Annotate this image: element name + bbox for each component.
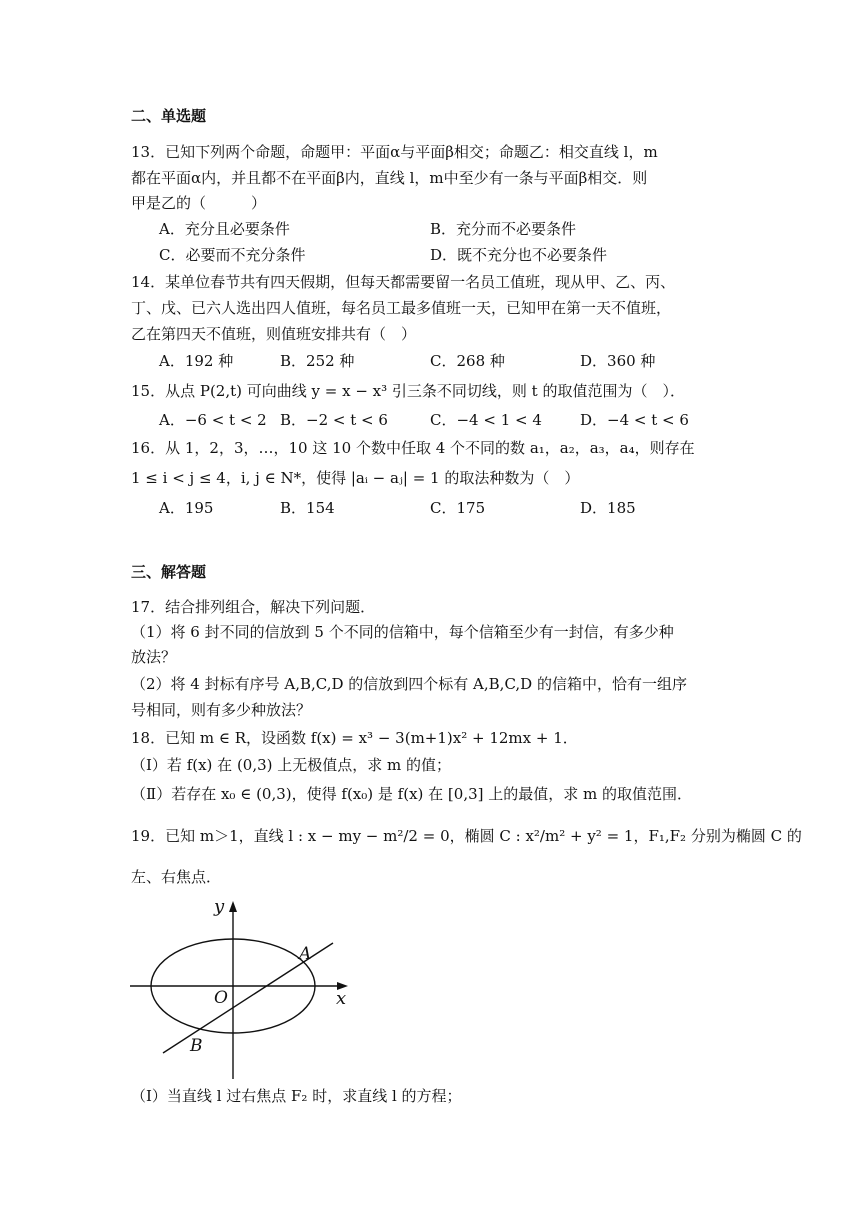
q16-option-a: A．195	[159, 499, 214, 517]
q14-line1: 14．某单位春节共有四天假期，但每天都需要留一名员工值班，现从甲、乙、丙、	[131, 273, 676, 291]
q15-line1: 15．从点 P(2,t) 可向曲线 y = x − x³ 引三条不同切线，则 t 的取值范围为（ ）．	[131, 382, 685, 400]
q18-line3: （Ⅱ）若存在 x₀ ∈ (0,3)，使得 f(x₀) 是 f(x) 在 [0,3] 上的最值，求 m 的取值范围．	[131, 785, 693, 803]
q17-line1: 17．结合排列组合，解决下列问题．	[131, 598, 376, 616]
q14-line2: 丁、戊、已六人选出四人值班，每名员工最多值班一天，已知甲在第一天不值班，	[131, 299, 672, 317]
q13-line3: 甲是乙的（ ）	[131, 194, 267, 212]
q14-option-a: A．192 种	[159, 352, 234, 370]
q18-line2: （Ⅰ）若 f(x) 在 (0,3) 上无极值点，求 m 的值；	[131, 756, 452, 774]
q15-option-c: C．−4 < 1 < 4	[430, 411, 542, 429]
y-axis-arrow	[229, 901, 237, 912]
q14-option-b: B．252 种	[280, 352, 355, 370]
q16-option-b: B．154	[280, 499, 335, 517]
x-axis-label: x	[336, 988, 347, 1009]
q13-option-b: B．充分而不必要条件	[430, 220, 577, 238]
q16-line2: 1 ≤ i < j ≤ 4，i, j ∈ N*，使得 |aᵢ − aⱼ| = 1 的取法种数为（ ）	[131, 469, 580, 487]
q15-option-d: D．−4 < t < 6	[580, 411, 689, 429]
q16-option-c: C．175	[430, 499, 486, 517]
q19-line2: 左、右焦点．	[131, 868, 222, 886]
origin-label: O	[214, 988, 228, 1008]
q13-option-d: D．既不充分也不必要条件	[430, 246, 608, 264]
q19-line3: （Ⅰ）当直线 l 过右焦点 F₂ 时，求直线 l 的方程；	[131, 1087, 462, 1105]
q13-option-a: A．充分且必要条件	[159, 220, 290, 238]
q14-line3: 乙在第四天不值班，则值班安排共有（ ）	[131, 325, 417, 343]
q14-option-c: C．268 种	[430, 352, 505, 370]
y-axis-label: y	[214, 896, 225, 917]
q15-option-b: B．−2 < t < 6	[280, 411, 388, 429]
point-a-label: A	[299, 944, 312, 964]
q13-line2: 都在平面α内，并且都不在平面β内，直线 l，m中至少有一条与平面β相交．则	[131, 169, 648, 187]
q17-line4: （2）将 4 封标有序号 A,B,C,D 的信放到四个标有 A,B,C,D 的信箱中，恰有一组序	[131, 675, 687, 693]
q17-line2: （1）将 6 封不同的信放到 5 个不同的信箱中，每个信箱至少有一封信，有多少种	[131, 623, 674, 641]
q13-line1: 13．已知下列两个命题，命题甲：平面α与平面β相交；命题乙：相交直线 l，m	[131, 143, 658, 161]
q14-option-d: D．360 种	[580, 352, 656, 370]
q17-line3: 放法？	[131, 648, 177, 666]
section-answer-heading: 三、解答题	[131, 563, 207, 581]
q19-line1: 19．已知 m＞1，直线 l : x − my − m²/2 = 0，椭圆 C : x²/m² + y² = 1，F₁,F₂ 分别为椭圆 C 的	[131, 827, 802, 845]
point-b-label: B	[190, 1036, 203, 1056]
q13-option-c: C．必要而不充分条件	[159, 246, 306, 264]
q15-option-a: A．−6 < t < 2	[159, 411, 267, 429]
q16-line1: 16．从 1，2，3，…，10 这 10 个数中任取 4 个不同的数 a₁，a₂，a₃，a₄，则存在	[131, 439, 695, 457]
q18-line1: 18．已知 m ∈ R，设函数 f(x) = x³ − 3(m+1)x² + 12mx + 1．	[131, 729, 578, 747]
section-single-choice-heading: 二、单选题	[131, 107, 207, 125]
q16-option-d: D．185	[580, 499, 636, 517]
ellipse-line-diagram	[126, 893, 356, 1083]
q17-line5: 号相同，则有多少种放法？	[131, 701, 312, 719]
